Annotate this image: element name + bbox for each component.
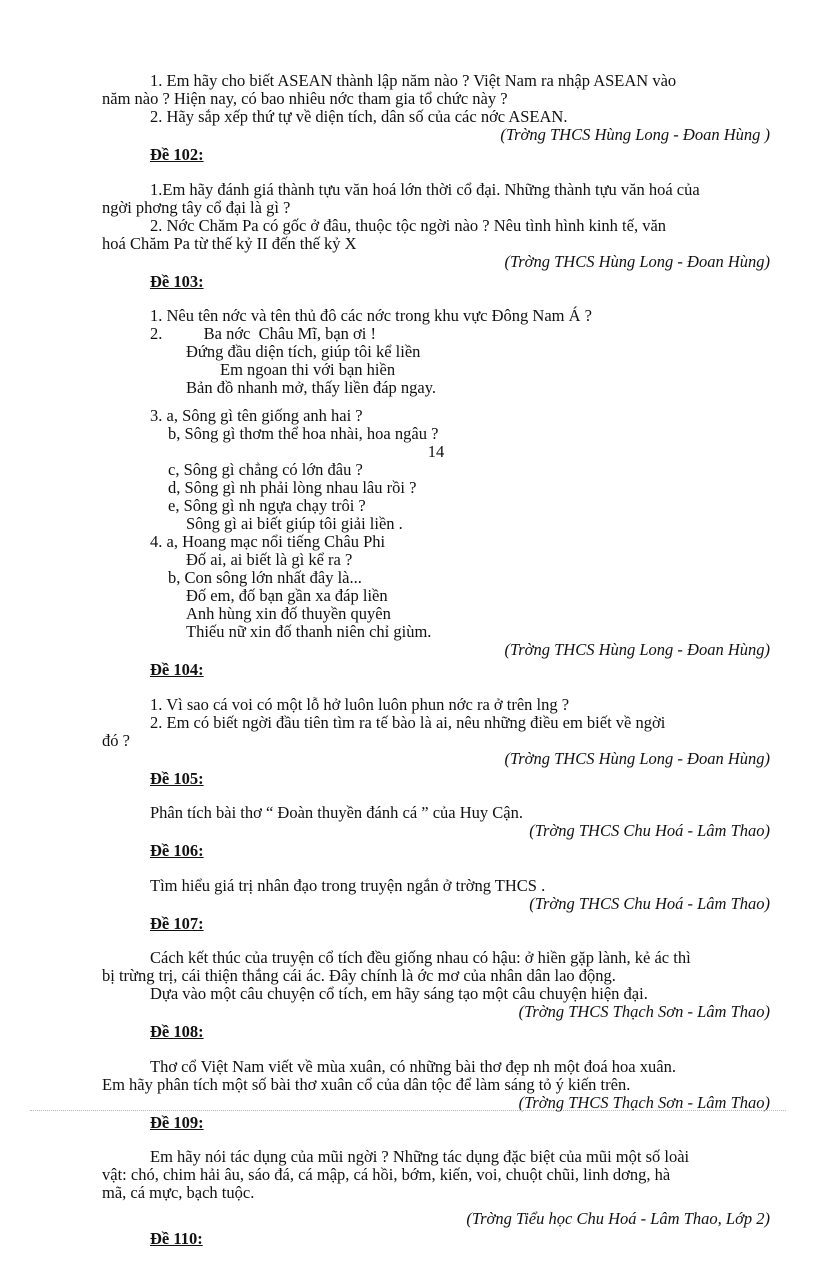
section-heading: Đề 106: [150, 841, 204, 860]
section-heading: Đề 103: [150, 271, 204, 291]
text-line: bị trừng trị, cái thiện thắng cái ác. Đây chính là ớc mơ của nhân dân lao động. [102, 966, 616, 985]
text-line: năm nào ? Hiện nay, có bao nhiêu nớc tham gia tổ chức này ? [102, 89, 508, 108]
section-heading: Đề 105: [150, 768, 204, 788]
text-line: Dựa vào một câu chuyện cổ tích, em hãy sáng tạo một câu chuyện hiện đại. [150, 984, 648, 1003]
section-heading: Đề 107: [150, 913, 204, 933]
document-page [102, 72, 770, 1265]
text-line: 2. Nớc Chăm Pa có gốc ở đâu, thuộc tộc ngời nào ? Nêu tình hình kinh tế, văn [150, 215, 667, 235]
source-note: (Trờng Tiểu học Chu Hoá - Lâm Thao, Lớp 2) [466, 1209, 770, 1228]
text-line: vật: chó, chim hải âu, sáo đá, cá mập, cá hồi, bớm, kiến, voi, chuột chũi, linh dơng, hà [102, 1165, 671, 1184]
text-line: 3. a, Sông gì tên giống anh hai ? [150, 406, 363, 425]
source-note: (Trờng THCS Chu Hoá - Lâm Thao) [529, 821, 770, 840]
section-heading: Đề 110: [150, 1229, 203, 1248]
source-note: (Trờng THCS Hùng Long - Đoan Hùng ) [500, 125, 770, 144]
section-heading: Đề 104: [150, 660, 204, 679]
text-line: 1. Nêu tên nớc và tên thủ đô các nớc trong khu vực Đông Nam Á ? [150, 306, 592, 325]
poem-line: Bản đồ nhanh mở, thấy liền đáp ngay. [186, 378, 437, 397]
text-line: 1. Em hãy cho biết ASEAN thành lập năm nào ? Việt Nam ra nhập ASEAN vào [150, 71, 677, 90]
text-line: b, Sông gì thơm thể hoa nhài, hoa ngâu ? [168, 424, 439, 443]
section-heading: Đề 102: [150, 145, 204, 164]
section-heading: Đề 108: [150, 1022, 204, 1041]
source-note: (Trờng THCS Thạch Sơn - Lâm Thao) [518, 1092, 770, 1112]
source-note: (Trờng THCS Hùng Long - Đoan Hùng) [504, 748, 770, 768]
text-line: ngời phơng tây cổ đại là gì ? [102, 197, 291, 217]
source-note: (Trờng THCS Hùng Long - Đoan Hùng) [504, 251, 770, 271]
text-line: Em hãy nói tác dụng của mũi ngời ? Những tác dụng đặc biệt của mũi một số loài [150, 1147, 690, 1166]
text-line: đó ? [102, 730, 130, 750]
text-line: Đố ai, ai biết là gì kể ra ? [186, 550, 353, 569]
text-line: Thơ cổ Việt Nam viết về mùa xuân, có những bài thơ đẹp nh một đoá hoa xuân. [150, 1056, 676, 1076]
text-line: 2. Ba nớc Châu Mĩ, bạn ơi ! [150, 324, 376, 343]
text-line: 2. Em có biết ngời đầu tiên tìm ra tế bào là ai, nêu những điều em biết về ngời [150, 712, 666, 732]
text-line: 2. Hãy sắp xếp thứ tự về diện tích, dân số của các nớc ASEAN. [150, 107, 568, 126]
poem-line: Anh hùng xin đố thuyền quyên [186, 604, 391, 623]
page-bottom-divider [30, 1110, 786, 1111]
text-line: b, Con sông lớn nhất đây là... [168, 568, 362, 587]
poem-line: Đố em, đố bạn gần xa đáp liền [186, 586, 388, 605]
text-line: d, Sông gì nh phải lòng nhau lâu rồi ? [168, 478, 417, 497]
text-line: hoá Chăm Pa từ thế kỷ II đến thế kỷ X [102, 233, 357, 253]
text-line: Cách kết thúc của truyện cổ tích đều giống nhau có hậu: ở hiền gặp lành, kẻ ác thì [150, 948, 691, 967]
source-note: (Trờng THCS Hùng Long - Đoan Hùng) [504, 640, 770, 659]
text-line: c, Sông gì chẳng có lớn đâu ? [168, 460, 363, 479]
poem-line: Thiếu nữ xin đố thanh niên chỉ giùm. [186, 622, 432, 641]
text-line: e, Sông gì nh ngựa chạy trôi ? [168, 496, 366, 515]
text-line: Em hãy phân tích một số bài thơ xuân cổ của dân tộc để làm sáng tỏ ý kiến trên. [102, 1074, 631, 1094]
poem-line: Đứng đầu diện tích, giúp tôi kể liền [186, 342, 421, 361]
text-line: Sông gì ai biết giúp tôi giải liền . [186, 514, 403, 533]
text-line: mã, cá mực, bạch tuộc. [102, 1183, 255, 1202]
text-line: 1. Vì sao cá voi có một lỗ hở luôn luôn phun nớc ra ở trên lng ? [150, 694, 570, 714]
text-line: Phân tích bài thơ “ Đoàn thuyền đánh cá ” của Huy Cận. [150, 803, 523, 822]
text-line: 4. a, Hoang mạc nổi tiếng Châu Phi [150, 532, 386, 551]
poem-line: Em ngoan thi với bạn hiền [220, 360, 396, 379]
section-heading: Đề 109: [150, 1112, 204, 1132]
text-line: Tìm hiểu giá trị nhân đạo trong truyện ngắn ở trờng THCS . [150, 875, 546, 895]
page-number: 14 [427, 442, 445, 461]
text-line: 1.Em hãy đánh giá thành tựu văn hoá lớn thời cổ đại. Những thành tựu văn hoá của [150, 179, 700, 199]
source-note: (Trờng THCS Chu Hoá - Lâm Thao) [529, 893, 770, 913]
source-note: (Trờng THCS Thạch Sơn - Lâm Thao) [518, 1002, 770, 1021]
